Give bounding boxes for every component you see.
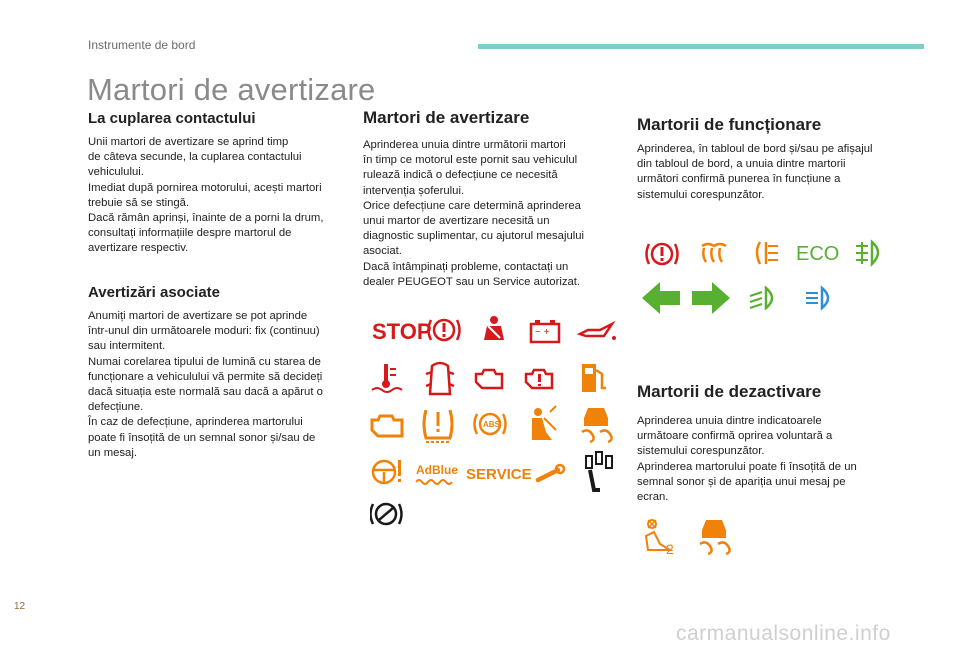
watermark: carmanualsonline.info bbox=[676, 622, 891, 645]
warning-icons-grid bbox=[370, 312, 620, 532]
warning-title: Martori de avertizare bbox=[363, 108, 530, 127]
brake-red-icon bbox=[647, 244, 678, 264]
adblue-icon bbox=[416, 463, 458, 484]
function-title: Martorii de funcționare bbox=[637, 115, 822, 134]
section-title-contact: La cuplarea contactului bbox=[88, 110, 256, 127]
section-text-associated: Anumiți martori de avertizare se pot aprinde într-unul din următoarele moduri: fix (continuu) sau intermitent. Numai corelarea tipului de lumină cu starea de funcționare a vehiculului vă permite să decideți dacă situația este normală sau dacă a apărut o defecțiune. În caz de defecțiune, aprinderea martorului poate fi însoțită de un semnal sonor și/sau de un mesaj. bbox=[88, 310, 323, 459]
fuel-low-icon bbox=[582, 364, 606, 392]
brake-system-icon bbox=[429, 320, 460, 340]
svg-text:2: 2 bbox=[666, 541, 674, 557]
passenger-airbag-off-icon bbox=[532, 406, 556, 440]
airbag-off-icon bbox=[646, 520, 674, 557]
left-indicator-icon bbox=[642, 282, 680, 314]
column-contact bbox=[88, 110, 350, 257]
stability-off-icon bbox=[700, 520, 730, 554]
column-deactivation bbox=[637, 382, 907, 505]
warning-text: Aprinderea unuia dintre următorii martori în timp ce motorul este pornit sau vehiculul rulează indică o defecțiune ce necesită intervenția șoferului. Orice defecțiune care determină aprinderea unui martor de avertizare necesită un diagnostic suplimentar, cu ajutorul mesajului asociat. Dacă întâmpinați probleme, contactați un dealer PEUGEOT sau un Service autorizat. bbox=[363, 139, 585, 288]
battery-icon bbox=[531, 320, 559, 342]
section-label: Instrumente de bord bbox=[88, 38, 196, 52]
engine-icon bbox=[476, 370, 502, 388]
deactivation-icons-grid bbox=[640, 516, 750, 560]
abs-icon bbox=[475, 414, 506, 434]
coolant-temperature-icon bbox=[372, 364, 402, 392]
section-text-contact: Unii martori de avertizare se aprind timp de câteva secunde, la cuplarea contactului vehiculului. Imediat după pornirea motorului, acești martori trebuie să se stingă. Dacă rămân aprinși, înainte de a porni la drum, consultați informațiile despre martorul de avertizare respectiv. bbox=[88, 136, 324, 255]
engine-fault-icon bbox=[526, 370, 552, 388]
function-icons-grid bbox=[640, 236, 890, 318]
spanner-icon bbox=[538, 465, 564, 480]
main-beam-icon bbox=[806, 288, 828, 308]
stability-control-icon bbox=[582, 408, 612, 442]
tyre-pressure-icon bbox=[424, 410, 452, 442]
deactivation-title: Martorii de dezactivare bbox=[637, 382, 822, 401]
section-title-associated: Avertizări asociate bbox=[88, 284, 221, 301]
engine-orange-icon bbox=[372, 416, 402, 436]
column-warning bbox=[363, 108, 625, 290]
oil-pressure-icon bbox=[580, 324, 616, 340]
power-steering-icon bbox=[373, 460, 401, 483]
seatbelt-rear-icon bbox=[586, 452, 612, 490]
deactivation-text: Aprinderea unuia dintre indicatoarele următoare confirmă oprirea voluntară a sistemului corespunzător. Aprinderea martorului poate fi însoțită de un semnal sonor și de apariția unui mesaj pe ecran. bbox=[637, 415, 857, 504]
parking-brake-icon bbox=[371, 504, 402, 524]
header-accent-bar bbox=[478, 44, 924, 49]
stop-icon: STOP bbox=[372, 319, 432, 344]
door-open-icon bbox=[426, 363, 454, 394]
right-indicator-icon bbox=[692, 282, 730, 314]
rear-fog-icon bbox=[757, 242, 778, 264]
seatbelt-icon bbox=[484, 316, 504, 340]
dipped-beam-icon bbox=[750, 288, 772, 308]
function-text: Aprinderea, în tabloul de bord și/sau pe afișajul din tabloul de bord, a unuia dintre martorii următori confirmă punerea în funcțiune a sistemului corespunzător. bbox=[637, 143, 873, 201]
glow-plug-icon bbox=[702, 244, 726, 262]
page-number: 12 bbox=[14, 601, 26, 612]
svg-text:ABS: ABS bbox=[483, 420, 500, 429]
page-title: Martori de avertizare bbox=[87, 72, 376, 107]
column-function bbox=[637, 115, 907, 203]
svg-text:− +: − + bbox=[535, 327, 550, 338]
svg-text:AdBlue: AdBlue bbox=[416, 463, 458, 477]
column-associated bbox=[88, 284, 350, 461]
front-fog-icon bbox=[856, 242, 878, 264]
service-icon: SERVICE bbox=[466, 466, 532, 483]
eco-icon: ECO bbox=[796, 243, 840, 265]
